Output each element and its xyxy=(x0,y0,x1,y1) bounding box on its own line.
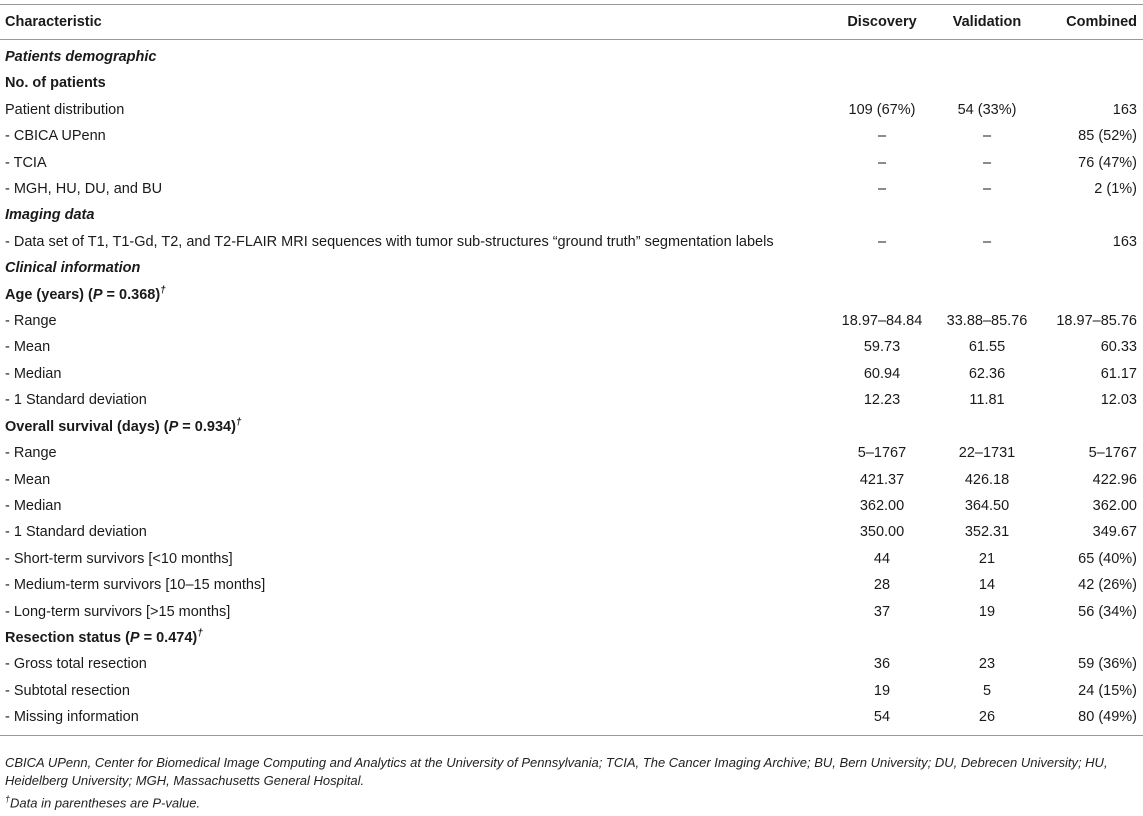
row-label: - Mean xyxy=(5,339,51,356)
dagger-mark: † xyxy=(235,416,242,428)
section-row xyxy=(0,202,1143,228)
cell-discovery: 37 xyxy=(873,603,891,620)
row-label: Patient distribution xyxy=(5,101,125,118)
row-label: - Data set of T1, T1-Gd, T2, and T2-FLAIR MRI sequences with tumor sub-structures “ground truth” segmentation labels xyxy=(5,233,774,250)
cell-validation: 426.18 xyxy=(964,471,1010,488)
table-row xyxy=(0,519,1143,545)
cell-combined: 12.03 xyxy=(1100,392,1137,409)
cell-validation: 364.50 xyxy=(964,497,1010,514)
row-label: - Gross total resection xyxy=(5,656,147,673)
cell-combined: 5–1767 xyxy=(1088,445,1137,462)
p-symbol: P xyxy=(168,418,179,435)
row-label: - 1 Standard deviation xyxy=(5,392,147,409)
dagger-footnote xyxy=(5,790,1140,812)
cell-combined: 163 xyxy=(1112,233,1137,250)
subhead-overall-survival xyxy=(0,414,1143,440)
cell-combined: 163 xyxy=(1112,101,1137,118)
cell-validation: 352.31 xyxy=(964,524,1010,541)
cell-discovery: 59.73 xyxy=(863,339,901,356)
cell-discovery: – xyxy=(877,128,887,145)
table-header xyxy=(0,5,1143,40)
subhead-resection-status xyxy=(0,625,1143,651)
row-label: - TCIA xyxy=(5,154,47,171)
cell-validation: 33.88–85.76 xyxy=(946,313,1028,330)
cell-combined: 42 (26%) xyxy=(1078,577,1137,594)
cell-validation: 19 xyxy=(978,603,996,620)
table-row xyxy=(0,97,1143,123)
p-symbol: P xyxy=(129,629,140,646)
cell-validation: 5 xyxy=(982,682,992,699)
cell-combined: 18.97–85.76 xyxy=(1056,313,1137,330)
cell-discovery: 109 (67%) xyxy=(848,101,916,118)
section-row xyxy=(0,255,1143,281)
subhead-row xyxy=(0,70,1143,96)
cell-discovery: 421.37 xyxy=(859,471,905,488)
table-body xyxy=(0,40,1143,736)
cell-combined: 61.17 xyxy=(1100,365,1137,382)
cell-discovery: 12.23 xyxy=(863,392,901,409)
cell-discovery: 19 xyxy=(873,682,891,699)
cell-validation: 23 xyxy=(978,656,996,673)
cell-discovery: 18.97–84.84 xyxy=(841,313,923,330)
table-row xyxy=(0,176,1143,202)
table-row xyxy=(0,123,1143,149)
cell-discovery: 60.94 xyxy=(863,365,901,382)
subhead-age xyxy=(0,282,1143,308)
cell-combined: 85 (52%) xyxy=(1078,128,1137,145)
table-row xyxy=(0,334,1143,360)
subhead-no-of-patients: No. of patients xyxy=(5,75,106,92)
cell-validation: 21 xyxy=(978,550,996,567)
cell-combined: 362.00 xyxy=(1092,497,1137,514)
section-clinical-information: Clinical information xyxy=(5,260,141,277)
cell-validation: 54 (33%) xyxy=(957,101,1017,118)
table-row xyxy=(0,572,1143,598)
table-row xyxy=(0,651,1143,677)
table-row xyxy=(0,599,1143,625)
characteristics-table xyxy=(0,4,1143,736)
cell-combined: 59 (36%) xyxy=(1078,656,1137,673)
row-label: - Short-term survivors [<10 months] xyxy=(5,550,233,567)
table-row xyxy=(0,467,1143,493)
row-label: - Missing information xyxy=(0,704,832,735)
cell-combined: 76 (47%) xyxy=(1078,154,1137,171)
row-label: - MGH, HU, DU, and BU xyxy=(5,181,163,198)
row-label: - Subtotal resection xyxy=(5,682,130,699)
cell-discovery: – xyxy=(877,181,887,198)
cell-discovery: 362.00 xyxy=(859,497,905,514)
cell-discovery: 54 xyxy=(832,704,932,735)
subhead-row xyxy=(0,625,1143,651)
header-discovery: Discovery xyxy=(832,5,932,40)
cell-combined: 60.33 xyxy=(1100,339,1137,356)
cell-validation: – xyxy=(982,233,992,250)
cell-discovery: – xyxy=(877,154,887,171)
row-label: - Median xyxy=(5,365,62,382)
table-row xyxy=(0,308,1143,334)
subhead-age-pvalue: = 0.368) xyxy=(102,286,161,303)
header-combined: Combined xyxy=(1042,5,1143,40)
subhead-survival-pvalue: = 0.934) xyxy=(178,418,236,435)
table-row xyxy=(0,387,1143,413)
cell-validation: 11.81 xyxy=(969,392,1005,409)
abbreviations-footnote: CBICA UPenn, Center for Biomedical Image Computing and Analytics at the University of Pennsylvania; TCIA, The Cancer Imaging Archive; BU, Bern University; DU, Debrecen University; HU, Heidelberg University; MGH, Massachusetts General Hospital. xyxy=(5,755,1108,788)
table-row xyxy=(0,229,1143,255)
table-row xyxy=(0,678,1143,704)
table-row xyxy=(0,493,1143,519)
row-label: - Range xyxy=(5,445,57,462)
cell-validation: 22–1731 xyxy=(958,445,1016,462)
cell-combined: 65 (40%) xyxy=(1078,550,1137,567)
row-label: - Mean xyxy=(5,471,51,488)
cell-discovery: 36 xyxy=(873,656,891,673)
cell-validation: – xyxy=(982,154,992,171)
row-label: - 1 Standard deviation xyxy=(5,524,147,541)
table-footnotes xyxy=(5,754,1140,812)
table-row xyxy=(0,546,1143,572)
cell-combined: 24 (15%) xyxy=(1078,682,1137,699)
header-characteristic: Characteristic xyxy=(0,5,832,40)
cell-combined: 349.67 xyxy=(1092,524,1137,541)
subhead-age-label: Age (years) ( xyxy=(5,286,93,303)
row-label: - Range xyxy=(5,313,57,330)
table-row xyxy=(0,704,1143,735)
p-symbol: P xyxy=(92,286,103,303)
dagger-mark: † xyxy=(197,628,203,640)
cell-combined: 2 (1%) xyxy=(1094,181,1137,198)
cell-validation: 61.55 xyxy=(968,339,1006,356)
cell-combined: 56 (34%) xyxy=(1078,603,1137,620)
cell-discovery: 5–1767 xyxy=(857,445,907,462)
header-validation: Validation xyxy=(932,5,1042,40)
dagger-footnote-text: Data in parentheses are P-value. xyxy=(10,795,201,811)
subhead-row xyxy=(0,282,1143,308)
row-label: - Medium-term survivors [10–15 months] xyxy=(5,577,266,594)
cell-discovery: 350.00 xyxy=(859,524,905,541)
section-imaging-data: Imaging data xyxy=(5,207,95,224)
dagger-mark: † xyxy=(5,794,11,804)
cell-validation: 62.36 xyxy=(968,365,1006,382)
cell-discovery: 28 xyxy=(873,577,891,594)
row-label: - CBICA UPenn xyxy=(5,128,106,145)
cell-validation: – xyxy=(982,128,992,145)
cell-combined: 80 (49%) xyxy=(1042,704,1143,735)
cell-validation: – xyxy=(982,181,992,198)
subhead-resection-label: Resection status ( xyxy=(5,629,130,646)
subhead-resection-pvalue: = 0.474) xyxy=(139,629,198,646)
table-row xyxy=(0,440,1143,466)
dagger-mark: † xyxy=(160,284,166,296)
table-row xyxy=(0,361,1143,387)
table-row xyxy=(0,150,1143,176)
cell-discovery: – xyxy=(877,233,887,250)
section-patients-demographic: Patients demographic xyxy=(5,49,157,65)
cell-validation: 26 xyxy=(932,704,1042,735)
cell-validation: 14 xyxy=(978,577,996,594)
subhead-survival-label: Overall survival (days) ( xyxy=(5,418,169,435)
section-row xyxy=(0,40,1143,71)
row-label: - Long-term survivors [>15 months] xyxy=(5,603,231,620)
cell-combined: 422.96 xyxy=(1092,471,1137,488)
cell-discovery: 44 xyxy=(873,550,891,567)
subhead-row xyxy=(0,414,1143,440)
row-label: - Median xyxy=(5,497,62,514)
